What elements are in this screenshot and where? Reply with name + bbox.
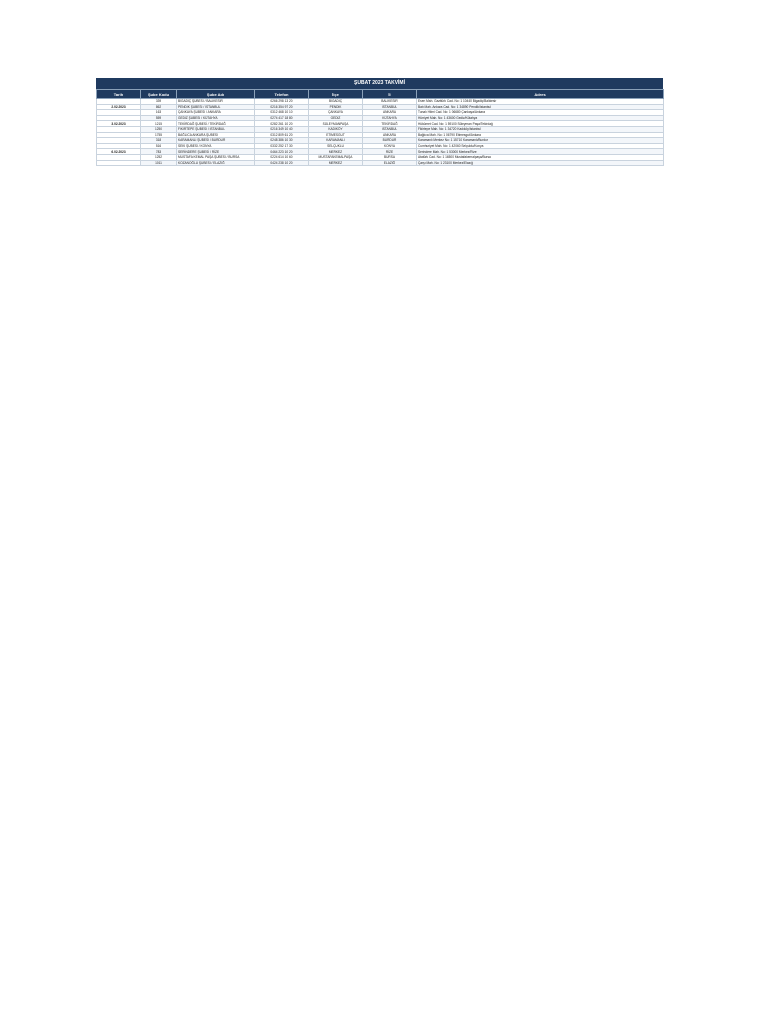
schedule-title: ŞUBAT 2023 TAKVİMİ (96, 78, 663, 89)
cell-name: BAĞLICA ANKARA ŞUBESİ (177, 132, 255, 138)
cell-phone: 0224 614 10 60 (255, 154, 309, 160)
cell-district: MUSTAFAKEMALPAŞA (309, 154, 363, 160)
cell-city: İSTANBUL (363, 126, 417, 132)
cell-code: 163 (141, 110, 177, 116)
cell-city: KONYA (363, 143, 417, 149)
cell-name: MUSTAFA KEMAL PAŞA ŞUBESİ / BURSA (177, 154, 255, 160)
cell-address: Serindere Mah. No: 1 53000 Merkez/Rize (417, 149, 664, 155)
cell-district: KARAMANLI (309, 138, 363, 144)
cell-code: 339 (141, 99, 177, 105)
cell-code: 516 (141, 143, 177, 149)
cell-address: Çarşı Mah. No: 1 23100 Merkez/Elazığ (417, 160, 664, 166)
cell-date: 3.02.2023 (97, 121, 141, 127)
cell-code: 1755 (141, 132, 177, 138)
schedule-table (96, 89, 664, 166)
cell-district: MERKEZ (309, 160, 363, 166)
cell-name: GEDİZ ŞUBESİ / KÜTAHYA (177, 115, 255, 121)
cell-district: SELÇUKLU (309, 143, 363, 149)
col-city: İl (363, 90, 417, 99)
cell-city: BALIKESİR (363, 99, 417, 105)
cell-code: 1252 (141, 154, 177, 160)
cell-code: 1250 (141, 126, 177, 132)
cell-address: Fikirtepe Mah. No: 1 34720 Kadıköy/İstanbul (417, 126, 664, 132)
cell-code: 783 (141, 149, 177, 155)
cell-city: KÜTAHYA (363, 115, 417, 121)
cell-date: 6.02.2023 (97, 149, 141, 155)
cell-district: KADIKÖY (309, 126, 363, 132)
cell-city: TEKİRDAĞ (363, 121, 417, 127)
cell-phone: 0274 417 18 80 (255, 115, 309, 121)
cell-code: 1215 (141, 121, 177, 127)
cell-address: Hürriyet Mah. No: 1 43600 Gediz/Kütahya (417, 115, 664, 121)
cell-district: ETİMESGUT (309, 132, 363, 138)
col-name: Şube Adı (177, 90, 255, 99)
cell-district: SÜLEYMANPAŞA (309, 121, 363, 127)
cell-phone: 0266 298 13 20 (255, 99, 309, 105)
cell-phone: 0248 386 10 30 (255, 138, 309, 144)
cell-city: ANKARA (363, 110, 417, 116)
table-row (97, 160, 664, 166)
col-date: Tarih (97, 90, 141, 99)
cell-address: Atatürk Cad. No: 1 16500 Mustafakemalpaşa/Bursa (417, 154, 664, 160)
cell-phone: 0424 238 10 20 (255, 160, 309, 166)
cell-address: Karamanlı Merkez No: 1 15710 Karamanlı/Burdur (417, 138, 664, 144)
cell-name: ÇANKAYA ŞUBESİ / ANKARA (177, 110, 255, 116)
schedule-sheet (96, 78, 663, 166)
cell-phone: 0312 468 10 10 (255, 110, 309, 116)
cell-district: GEDİZ (309, 115, 363, 121)
cell-district: MERKEZ (309, 149, 363, 155)
cell-phone: 0312 809 61 20 (255, 132, 309, 138)
cell-city: BURDUR (363, 138, 417, 144)
cell-name: FİKİRTEPE ŞUBESİ / İSTANBUL (177, 126, 255, 132)
col-phone: Telefon (255, 90, 309, 99)
cell-city: BURSA (363, 154, 417, 160)
col-district: İlçe (309, 90, 363, 99)
cell-name: SERİNDERE ŞUBESİ / RİZE (177, 149, 255, 155)
cell-name: BİGADİÇ ŞUBESİ / BALIKESİR (177, 99, 255, 105)
cell-code: 1011 (141, 160, 177, 166)
cell-city: İSTANBUL (363, 104, 417, 110)
cell-city: RİZE (363, 149, 417, 155)
cell-district: BİGADİÇ (309, 99, 363, 105)
cell-date: 2.02.2023 (97, 104, 141, 110)
cell-address: Tunalı Hilmi Cad. No: 1 06680 Çankaya/Ankara (417, 110, 664, 116)
table-header-row (97, 90, 664, 99)
cell-address: Batı Mah. Ankara Cad. No: 1 34890 Pendik/İstanbul (417, 104, 664, 110)
cell-district: PENDİK (309, 104, 363, 110)
cell-code: 862 (141, 104, 177, 110)
col-code: Şube Kodu (141, 90, 177, 99)
cell-code: 559 (141, 115, 177, 121)
cell-address: Cumhuriyet Mah. No: 1 42060 Selçuklu/Konya (417, 143, 664, 149)
cell-name: SEKİ ŞUBESİ / KONYA (177, 143, 255, 149)
col-address: Adres (417, 90, 664, 99)
cell-city: ANKARA (363, 132, 417, 138)
cell-name: PENDİK ŞUBESİ / İSTANBUL (177, 104, 255, 110)
cell-name: TEKİRDAĞ ŞUBESİ / TEKİRDAĞ (177, 121, 255, 127)
cell-code: 318 (141, 138, 177, 144)
cell-phone: 0332 252 17 30 (255, 143, 309, 149)
cell-district: ÇANKAYA (309, 110, 363, 116)
cell-city: ELAZIĞ (363, 160, 417, 166)
cell-name: KOZANOĞLU ŞUBESİ / ELAZIĞ (177, 160, 255, 166)
cell-date (97, 160, 141, 166)
cell-phone: 0216 349 10 40 (255, 126, 309, 132)
cell-name: KARAMANLI ŞUBESİ / BURDUR (177, 138, 255, 144)
cell-phone: 0216 354 97 20 (255, 104, 309, 110)
cell-address: Hükümet Cad. No: 1 59100 Süleyman Paşa/Tekirdağ (417, 121, 664, 127)
cell-address: Esen Mah. Gazitürk Cad. No: 1 10440 Bigadiç/Balıkesir (417, 99, 664, 105)
cell-address: Bağlıca Mah. No: 1 06790 Etimesgut/Ankara (417, 132, 664, 138)
cell-phone: 0282 261 10 20 (255, 121, 309, 127)
cell-phone: 0464 223 10 20 (255, 149, 309, 155)
